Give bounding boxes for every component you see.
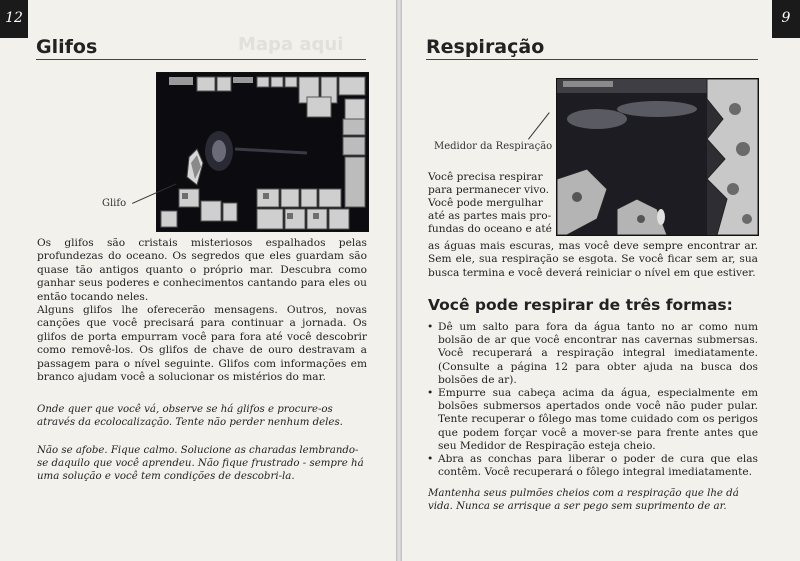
section-subheading: Você pode respirar de três formas: [428, 296, 733, 314]
italic-tip-2: Não se afobe. Fique calmo. Solucione as charadas lembrando-se daquilo que você aprendeu. Não fique frustrado - sempre há uma solução e você tem condições de descobri-la. [37, 445, 364, 482]
right-page [402, 0, 800, 561]
breath-screenshot [556, 78, 759, 236]
italic-tip-1: Onde quer que você vá, observe se há glifos e procure-os através da ecolocalização. Tente não perder nenhum deles. [37, 404, 343, 428]
intro-line-5: fundas do oceano e até [428, 223, 552, 235]
page-number-tab: 12 [0, 0, 28, 38]
bleed-through-text: Mapa aqui [238, 34, 344, 55]
page-title: Glifos [36, 36, 98, 58]
breath-meter-leader-line [528, 112, 550, 139]
glyph-screenshot [156, 72, 369, 232]
page-title: Respiração [426, 36, 545, 58]
title-underline [36, 59, 366, 60]
breath-meter-caption: Medidor da Respiração [434, 141, 553, 152]
glyph-scene-image [157, 73, 368, 231]
intro-line-2: para permanecer vivo. [428, 184, 549, 196]
page-number-tab: 9 [772, 0, 800, 38]
left-page [0, 0, 396, 561]
intro-line-3: Você pode mergulhar [428, 197, 543, 209]
intro-line-1: Você precisa respirar [428, 171, 543, 183]
italic-tip: Mantenha seus pulmões cheios com a respiração que lhe dá vida. Nunca se arrisque a ser pego sem suprimento de ar. [428, 488, 739, 512]
glyph-caption: Glifo [102, 198, 127, 209]
intro-line-4: até as partes mais pro- [428, 210, 552, 222]
list-item: • Dê um salto para fora da água tanto no ar como num bolsão de ar que você encontrar nas cavernas submersas. Você recuperará a respiração integral imediatamente. (Consulte a página 12 para obter ajuda na busca dos bolsões de ar). [426, 321, 758, 387]
breathing-methods-list [426, 321, 758, 479]
paragraph-2: Alguns glifos lhe oferecerão mensagens. Outros, novas canções que você precisará para continuar a jornada. Os glifos de porta empurram você para fora até você descobrir como removê-los. Os glifos de chave de ouro destravam a passagem para o nível seguinte. Glifos com informações em branco ajudam você a solucionar os mistérios do mar. [37, 304, 367, 384]
paragraph-1: Os glifos são cristais misteriosos espalhados pelas profundezas do oceano. Os segredos que eles guardam são quase tão antigos quanto o próprio mar. Descubra como ganhar seus poderes e conhecimentos cantando para eles ou então tocando neles. [37, 237, 367, 303]
title-underline [426, 59, 758, 60]
body-text [37, 237, 367, 384]
breath-scene-image [557, 79, 758, 235]
list-item: • Abra as conchas para liberar o poder de cura que elas contêm. Você recuperará o fôlego integral imediatamente. [426, 453, 758, 479]
intro-continuation: as águas mais escuras, mas você deve sempre encontrar ar. Sem ele, sua respiração se esgota. Se você ficar sem ar, sua busca termina e você deverá reiniciar o nível em que estiver. [428, 240, 758, 279]
list-item: • Empurre sua cabeça acima da água, especialmente em bolsões submersos apertados onde você não puder pular. Tente recuperar o fôlego mas tome cuidado com os perigos que podem forçar você a mover-se para frente antes que seu Medidor de Respiração esteja cheio. [426, 387, 758, 453]
